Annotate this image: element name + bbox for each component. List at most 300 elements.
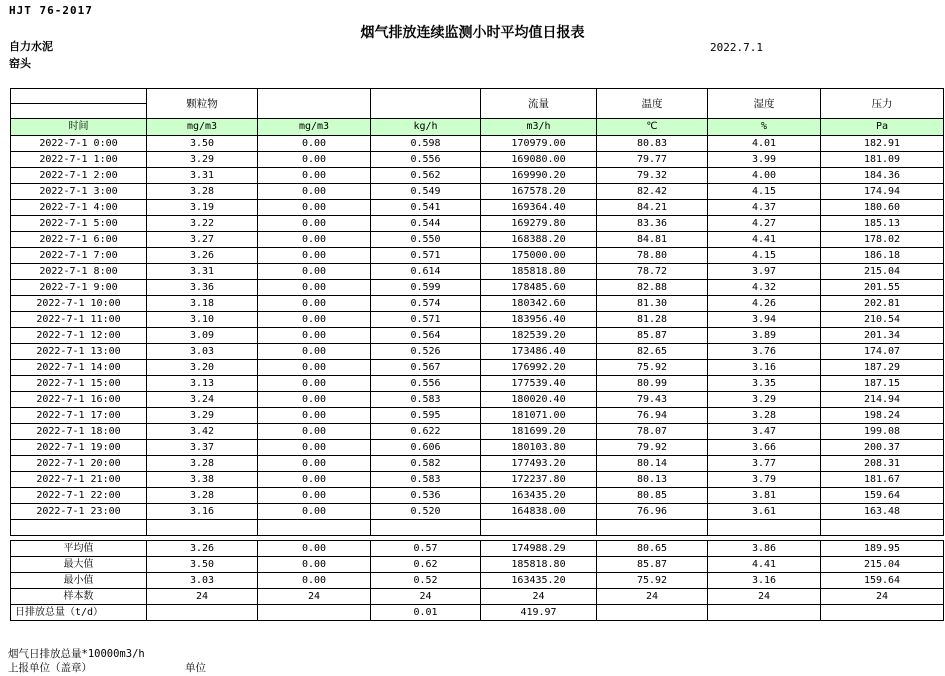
cell-0: 2022-7-1 9:00 [11,280,147,296]
cell-0: 2022-7-1 17:00 [11,408,147,424]
cell-6: 3.29 [708,392,821,408]
page-title: 烟气排放连续监测小时平均值日报表 [360,25,585,41]
cell-2: 0.00 [258,152,371,168]
cell-7: 180.60 [821,200,944,216]
unit-kgh: kg/h [371,119,481,136]
cell-1: 3.28 [147,456,258,472]
main-table [10,88,944,536]
summary-cell-3: 24 [371,589,481,605]
hourly-row [11,152,944,168]
cell-4: 170979.00 [481,136,597,152]
cell-7: 178.02 [821,232,944,248]
summary-cell-5: 75.92 [597,573,708,589]
report-table-area [10,88,943,621]
summary-cell-4: 419.97 [481,605,597,621]
cell-7: 182.91 [821,136,944,152]
empty-cell-4 [481,520,597,536]
cell-1: 3.16 [147,504,258,520]
standard-number: HJT 76-2017 [9,4,93,17]
cell-1: 3.29 [147,152,258,168]
cell-5: 79.92 [597,440,708,456]
empty-cell-0 [11,520,147,536]
summary-cell-2 [258,605,371,621]
report-unit-label: 上报单位（盖章） [8,662,92,674]
cell-2: 0.00 [258,360,371,376]
cell-1: 3.37 [147,440,258,456]
cell-5: 75.92 [597,360,708,376]
summary-cell-3: 0.01 [371,605,481,621]
cell-3: 0.562 [371,168,481,184]
cell-4: 181699.20 [481,424,597,440]
unit-celsius: ℃ [597,119,708,136]
cell-0: 2022-7-1 7:00 [11,248,147,264]
cell-1: 3.31 [147,264,258,280]
cell-4: 169080.00 [481,152,597,168]
cell-7: 200.37 [821,440,944,456]
cell-6: 3.94 [708,312,821,328]
hourly-row [11,440,944,456]
cell-0: 2022-7-1 6:00 [11,232,147,248]
summary-body [11,541,944,621]
cell-6: 3.99 [708,152,821,168]
summary-cell-4: 24 [481,589,597,605]
cell-0: 2022-7-1 2:00 [11,168,147,184]
header-blank-bottom [11,104,146,118]
summary-cell-5 [597,605,708,621]
cell-4: 169279.80 [481,216,597,232]
summary-row [11,573,944,589]
summary-cell-3: 0.62 [371,557,481,573]
cell-5: 81.28 [597,312,708,328]
cell-7: 181.09 [821,152,944,168]
cell-5: 84.81 [597,232,708,248]
cell-6: 3.28 [708,408,821,424]
cell-2: 0.00 [258,136,371,152]
cell-0: 2022-7-1 13:00 [11,344,147,360]
cell-1: 3.18 [147,296,258,312]
cell-0: 2022-7-1 19:00 [11,440,147,456]
cell-4: 168388.20 [481,232,597,248]
cell-5: 82.88 [597,280,708,296]
cell-3: 0.520 [371,504,481,520]
cell-5: 78.72 [597,264,708,280]
hourly-row [11,408,944,424]
summary-cell-5: 80.65 [597,541,708,557]
cell-5: 76.96 [597,504,708,520]
cell-7: 174.94 [821,184,944,200]
header-pressure: 压力 [821,89,944,119]
cell-2: 0.00 [258,488,371,504]
empty-cell-3 [371,520,481,536]
cell-3: 0.583 [371,392,481,408]
cell-6: 3.89 [708,328,821,344]
hourly-row [11,312,944,328]
cell-4: 173486.40 [481,344,597,360]
summary-cell-6: 3.16 [708,573,821,589]
cell-3: 0.544 [371,216,481,232]
hourly-row [11,136,944,152]
summary-cell-2: 0.00 [258,573,371,589]
summary-cell-7: 215.04 [821,557,944,573]
summary-cell-0: 平均值 [11,541,147,557]
cell-5: 80.85 [597,488,708,504]
cell-3: 0.550 [371,232,481,248]
cell-6: 3.61 [708,504,821,520]
cell-0: 2022-7-1 15:00 [11,376,147,392]
cell-7: 174.07 [821,344,944,360]
cell-2: 0.00 [258,424,371,440]
cell-2: 0.00 [258,296,371,312]
cell-6: 3.81 [708,488,821,504]
cell-5: 85.87 [597,328,708,344]
hourly-row [11,456,944,472]
cell-7: 186.18 [821,248,944,264]
cell-4: 176992.20 [481,360,597,376]
cell-6: 3.16 [708,360,821,376]
cell-3: 0.583 [371,472,481,488]
summary-cell-4: 185818.80 [481,557,597,573]
summary-cell-5: 24 [597,589,708,605]
cell-6: 4.15 [708,248,821,264]
cell-2: 0.00 [258,504,371,520]
hourly-row [11,376,944,392]
cell-1: 3.42 [147,424,258,440]
summary-cell-4: 163435.20 [481,573,597,589]
cell-3: 0.582 [371,456,481,472]
summary-cell-7: 24 [821,589,944,605]
parameter-header-row [11,89,944,119]
cell-7: 198.24 [821,408,944,424]
summary-cell-7: 189.95 [821,541,944,557]
monitoring-point: 窑头 [9,57,31,70]
summary-row [11,605,944,621]
cell-2: 0.00 [258,216,371,232]
cell-7: 215.04 [821,264,944,280]
header-time-blank [11,89,147,119]
unit-mgm3-2: mg/m3 [258,119,371,136]
cell-1: 3.27 [147,232,258,248]
header-time-label: 时间 [11,119,147,136]
cell-4: 181071.00 [481,408,597,424]
summary-cell-0: 最小值 [11,573,147,589]
cell-4: 180103.80 [481,440,597,456]
summary-cell-1: 3.26 [147,541,258,557]
summary-cell-3: 0.52 [371,573,481,589]
cell-4: 167578.20 [481,184,597,200]
cell-2: 0.00 [258,392,371,408]
cell-6: 3.35 [708,376,821,392]
hourly-row [11,392,944,408]
cell-4: 172237.80 [481,472,597,488]
cell-7: 201.55 [821,280,944,296]
cell-7: 214.94 [821,392,944,408]
cell-5: 80.13 [597,472,708,488]
summary-row [11,557,944,573]
empty-cell-7 [821,520,944,536]
cell-7: 187.15 [821,376,944,392]
summary-row [11,589,944,605]
cell-1: 3.09 [147,328,258,344]
cell-6: 3.47 [708,424,821,440]
cell-6: 4.00 [708,168,821,184]
cell-7: 210.54 [821,312,944,328]
cell-7: 201.34 [821,328,944,344]
cell-7: 185.13 [821,216,944,232]
cell-3: 0.536 [371,488,481,504]
cell-5: 82.65 [597,344,708,360]
cell-4: 180020.40 [481,392,597,408]
summary-cell-6 [708,605,821,621]
unit-percent: % [708,119,821,136]
hourly-row [11,504,944,520]
cell-3: 0.567 [371,360,481,376]
cell-1: 3.50 [147,136,258,152]
summary-row [11,541,944,557]
hourly-row [11,264,944,280]
empty-cell-2 [258,520,371,536]
cell-2: 0.00 [258,456,371,472]
cell-6: 4.37 [708,200,821,216]
cell-0: 2022-7-1 22:00 [11,488,147,504]
unit-header-row [11,119,944,136]
cell-0: 2022-7-1 20:00 [11,456,147,472]
summary-cell-6: 24 [708,589,821,605]
header-flow: 流量 [481,89,597,119]
cell-7: 202.81 [821,296,944,312]
empty-row [11,520,944,536]
cell-4: 177539.40 [481,376,597,392]
cell-6: 3.76 [708,344,821,360]
hourly-row [11,200,944,216]
cell-7: 181.67 [821,472,944,488]
cell-1: 3.10 [147,312,258,328]
cell-3: 0.606 [371,440,481,456]
cell-6: 4.15 [708,184,821,200]
header-blank-param-2 [371,89,481,119]
cell-0: 2022-7-1 3:00 [11,184,147,200]
cell-6: 3.79 [708,472,821,488]
report-date: 2022.7.1 [710,41,763,54]
cell-5: 79.43 [597,392,708,408]
cell-5: 80.99 [597,376,708,392]
cell-3: 0.556 [371,152,481,168]
cell-1: 3.13 [147,376,258,392]
cell-5: 80.83 [597,136,708,152]
hourly-row [11,168,944,184]
cell-0: 2022-7-1 10:00 [11,296,147,312]
cell-2: 0.00 [258,232,371,248]
header-particulate: 颗粒物 [147,89,258,119]
summary-cell-1: 24 [147,589,258,605]
cell-1: 3.24 [147,392,258,408]
hourly-row [11,184,944,200]
cell-5: 82.42 [597,184,708,200]
cell-0: 2022-7-1 21:00 [11,472,147,488]
summary-cell-6: 3.86 [708,541,821,557]
cell-3: 0.564 [371,328,481,344]
cell-2: 0.00 [258,184,371,200]
hourly-row [11,488,944,504]
cell-5: 76.94 [597,408,708,424]
cell-4: 177493.20 [481,456,597,472]
header-blank-param-1 [258,89,371,119]
cell-4: 169990.20 [481,168,597,184]
footer-note: 烟气日排放总量*10000m3/h [8,648,145,660]
cell-7: 184.36 [821,168,944,184]
summary-cell-2: 0.00 [258,541,371,557]
cell-6: 3.77 [708,456,821,472]
cell-7: 208.31 [821,456,944,472]
cell-6: 3.97 [708,264,821,280]
cell-3: 0.614 [371,264,481,280]
cell-6: 4.27 [708,216,821,232]
cell-3: 0.571 [371,312,481,328]
cell-1: 3.38 [147,472,258,488]
cell-6: 4.26 [708,296,821,312]
cell-5: 83.36 [597,216,708,232]
summary-cell-7 [821,605,944,621]
cell-0: 2022-7-1 8:00 [11,264,147,280]
summary-cell-1: 3.50 [147,557,258,573]
summary-cell-2: 0.00 [258,557,371,573]
company-name: 自力水泥 [9,40,53,53]
cell-0: 2022-7-1 1:00 [11,152,147,168]
cell-0: 2022-7-1 14:00 [11,360,147,376]
cell-1: 3.28 [147,184,258,200]
summary-cell-5: 85.87 [597,557,708,573]
cell-3: 0.526 [371,344,481,360]
cell-6: 3.66 [708,440,821,456]
cell-1: 3.29 [147,408,258,424]
summary-cell-3: 0.57 [371,541,481,557]
hourly-row [11,232,944,248]
cell-0: 2022-7-1 16:00 [11,392,147,408]
cell-3: 0.549 [371,184,481,200]
cell-3: 0.571 [371,248,481,264]
hourly-row [11,328,944,344]
cell-2: 0.00 [258,168,371,184]
cell-2: 0.00 [258,408,371,424]
cell-4: 180342.60 [481,296,597,312]
cell-2: 0.00 [258,472,371,488]
cell-6: 4.32 [708,280,821,296]
cell-1: 3.03 [147,344,258,360]
cell-1: 3.22 [147,216,258,232]
unit-m3h: m3/h [481,119,597,136]
summary-cell-4: 174988.29 [481,541,597,557]
cell-7: 159.64 [821,488,944,504]
hourly-row [11,344,944,360]
cell-3: 0.556 [371,376,481,392]
empty-cell-5 [597,520,708,536]
cell-2: 0.00 [258,264,371,280]
cell-5: 79.32 [597,168,708,184]
empty-cell-6 [708,520,821,536]
hourly-row [11,296,944,312]
cell-2: 0.00 [258,440,371,456]
cell-3: 0.541 [371,200,481,216]
cell-7: 187.29 [821,360,944,376]
header-blank-top [11,89,146,104]
cell-1: 3.31 [147,168,258,184]
cell-1: 3.36 [147,280,258,296]
unit-label: 单位 [185,662,206,674]
summary-cell-7: 159.64 [821,573,944,589]
empty-cell-1 [147,520,258,536]
cell-0: 2022-7-1 0:00 [11,136,147,152]
summary-cell-1: 3.03 [147,573,258,589]
summary-cell-0: 样本数 [11,589,147,605]
hourly-row [11,360,944,376]
summary-cell-0: 最大值 [11,557,147,573]
summary-cell-6: 4.41 [708,557,821,573]
summary-table [10,540,944,621]
cell-4: 163435.20 [481,488,597,504]
cell-2: 0.00 [258,376,371,392]
cell-0: 2022-7-1 18:00 [11,424,147,440]
cell-0: 2022-7-1 11:00 [11,312,147,328]
cell-2: 0.00 [258,280,371,296]
cell-3: 0.595 [371,408,481,424]
cell-5: 79.77 [597,152,708,168]
cell-3: 0.574 [371,296,481,312]
cell-2: 0.00 [258,344,371,360]
cell-0: 2022-7-1 23:00 [11,504,147,520]
cell-7: 199.08 [821,424,944,440]
unit-pa: Pa [821,119,944,136]
cell-2: 0.00 [258,200,371,216]
header-temperature: 温度 [597,89,708,119]
cell-0: 2022-7-1 4:00 [11,200,147,216]
cell-5: 80.14 [597,456,708,472]
summary-cell-0: 日排放总量（t/d） [11,605,147,621]
cell-6: 4.41 [708,232,821,248]
cell-0: 2022-7-1 12:00 [11,328,147,344]
cell-0: 2022-7-1 5:00 [11,216,147,232]
cell-3: 0.622 [371,424,481,440]
cell-4: 185818.80 [481,264,597,280]
cell-1: 3.19 [147,200,258,216]
hourly-row [11,216,944,232]
cell-5: 78.07 [597,424,708,440]
hourly-row [11,280,944,296]
hourly-row [11,472,944,488]
cell-2: 0.00 [258,248,371,264]
cell-7: 163.48 [821,504,944,520]
cell-2: 0.00 [258,328,371,344]
cell-4: 169364.40 [481,200,597,216]
summary-cell-1 [147,605,258,621]
hourly-row [11,248,944,264]
cell-1: 3.20 [147,360,258,376]
hourly-data-body [11,136,944,536]
cell-1: 3.26 [147,248,258,264]
cell-5: 78.80 [597,248,708,264]
cell-5: 81.30 [597,296,708,312]
hourly-row [11,424,944,440]
cell-2: 0.00 [258,312,371,328]
cell-4: 164838.00 [481,504,597,520]
cell-1: 3.28 [147,488,258,504]
header-humidity: 湿度 [708,89,821,119]
cell-5: 84.21 [597,200,708,216]
unit-mgm3-1: mg/m3 [147,119,258,136]
cell-4: 182539.20 [481,328,597,344]
cell-4: 178485.60 [481,280,597,296]
summary-cell-2: 24 [258,589,371,605]
cell-3: 0.598 [371,136,481,152]
cell-4: 175000.00 [481,248,597,264]
